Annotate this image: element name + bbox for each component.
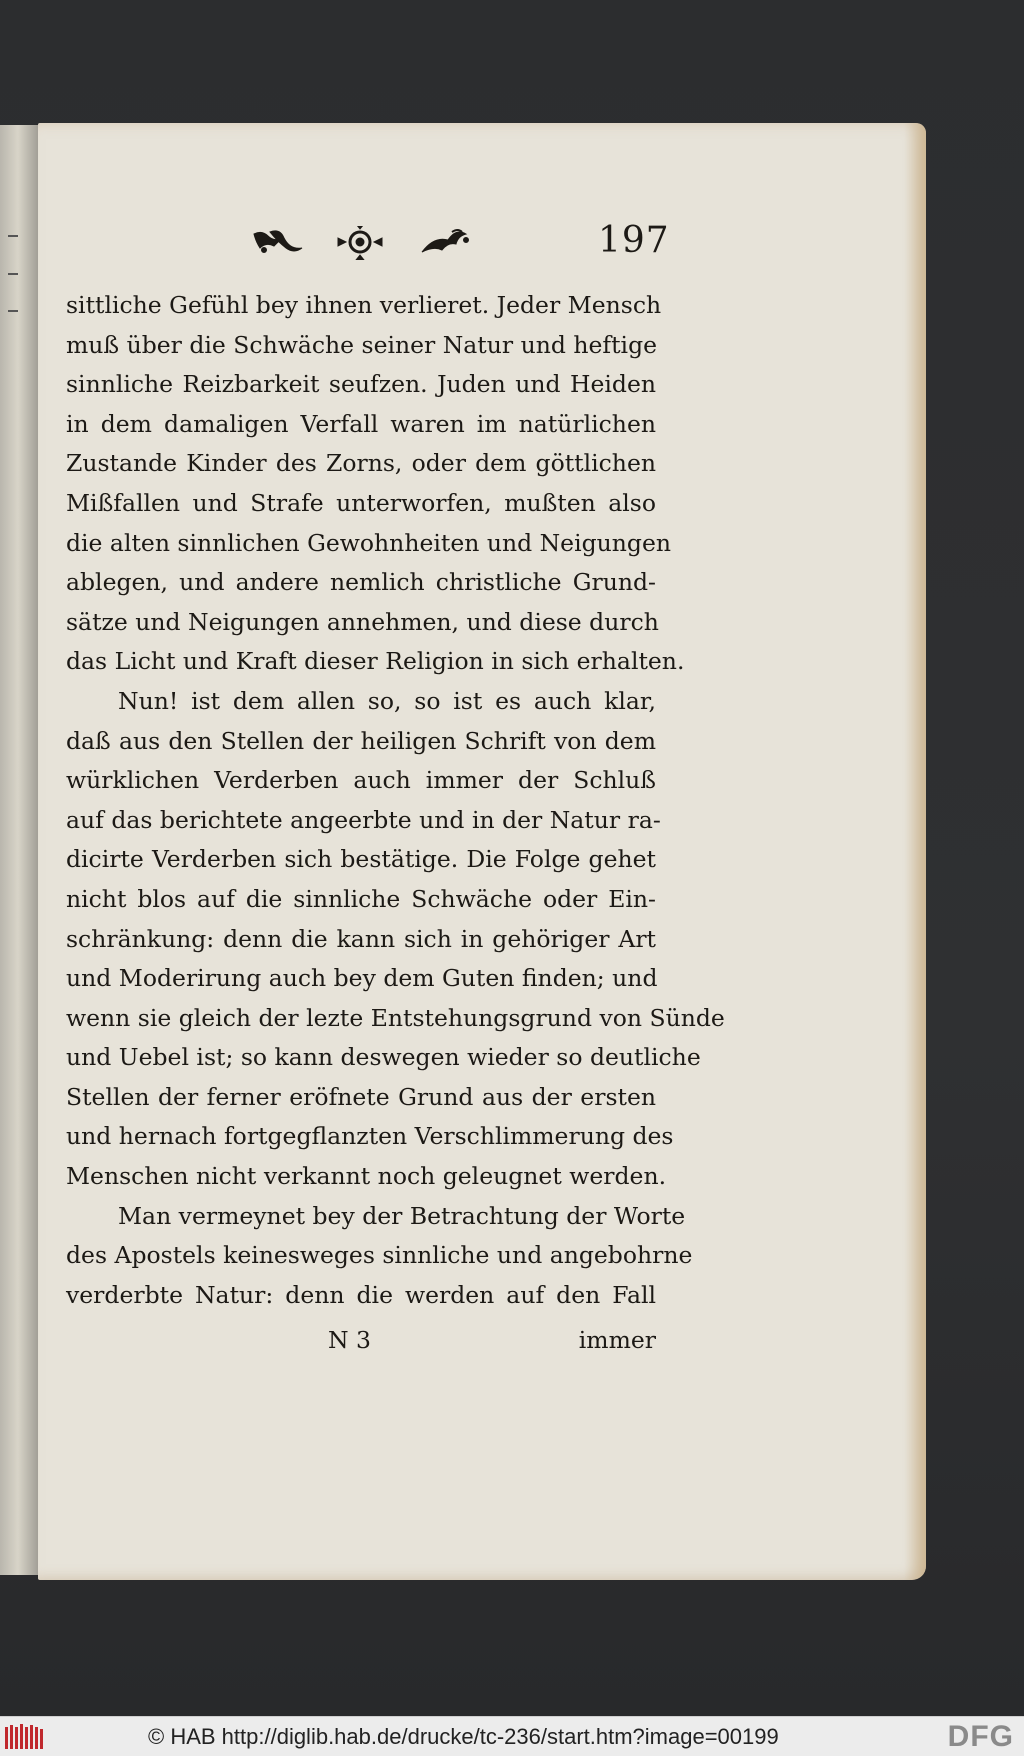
text-line: schränkung: denn die kann sich in gehöriger Art: [66, 924, 656, 953]
text-line: und hernach fortgegflanzten Verschlimmerung des: [66, 1122, 674, 1151]
text-line: und Uebel ist; so kann deswegen wieder so deutliche: [66, 1043, 701, 1072]
text-line: auf das berichtete angeerbte und in der Natur ra-: [66, 805, 661, 834]
text-line: Nun! ist dem allen so, so ist es auch klar,: [118, 686, 656, 715]
page-number: 197: [598, 220, 670, 261]
text-line: verderbte Natur: denn die werden auf den Fall: [66, 1280, 656, 1309]
text-line: Mißfallen und Strafe unterworfen, mußten also: [66, 488, 656, 517]
text-line: würklichen Verderben auch immer der Schluß: [66, 766, 656, 795]
text-line: des Apostels keinesweges sinnliche und angebohrne: [66, 1241, 693, 1270]
text-line: Stellen der ferner eröfnete Grund aus der ersten: [66, 1082, 656, 1111]
text-line: sätze und Neigungen annehmen, und diese durch: [66, 607, 659, 636]
hab-logo-icon: [4, 1723, 44, 1751]
text-line: Man vermeynet bey der Betrachtung der Worte: [118, 1201, 686, 1230]
text-line: dicirte Verderben sich bestätige. Die Folge gehet: [66, 845, 656, 874]
text-line: in dem damaligen Verfall waren im natürlichen: [66, 409, 656, 438]
dfg-logo: DFG: [947, 1720, 1014, 1753]
page-footer: [66, 1326, 656, 1366]
text-line: sinnliche Reizbarkeit seufzen. Juden und Heiden: [66, 370, 656, 399]
text-line: ablegen, und andere nemlich christliche Grund-: [66, 568, 656, 597]
credit-text: © HAB http://diglib.hab.de/drucke/tc-236/start.htm?image=00199: [148, 1724, 779, 1749]
text-line: muß über die Schwäche seiner Natur und heftige: [66, 330, 658, 359]
text-line: Menschen nicht verkannt noch geleugnet werden.: [66, 1162, 667, 1191]
binding-edge: [0, 125, 40, 1575]
text-line: die alten sinnlichen Gewohnheiten und Neigungen: [66, 528, 671, 557]
text-line: nicht blos auf die sinnliche Schwäche oder Ein-: [66, 884, 656, 913]
text-line: sittliche Gefühl bey ihnen verlieret. Jeder Mensch: [66, 291, 662, 319]
catchword: immer: [578, 1326, 656, 1354]
text-line: daß aus den Stellen der heiligen Schrift von dem: [66, 726, 656, 755]
text-line: und Moderirung auch bey dem Guten finden; und: [66, 964, 658, 993]
credit-bar: [0, 1716, 1024, 1756]
body-text: [66, 286, 725, 1315]
signature-mark: N 3: [328, 1326, 371, 1354]
text-line: wenn sie gleich der lezte Entstehungsgrund von Sünde: [66, 1003, 725, 1032]
text-line: Zustande Kinder des Zorns, oder dem göttlichen: [66, 449, 656, 478]
text-line: das Licht und Kraft dieser Religion in sich erhalten.: [66, 647, 685, 676]
